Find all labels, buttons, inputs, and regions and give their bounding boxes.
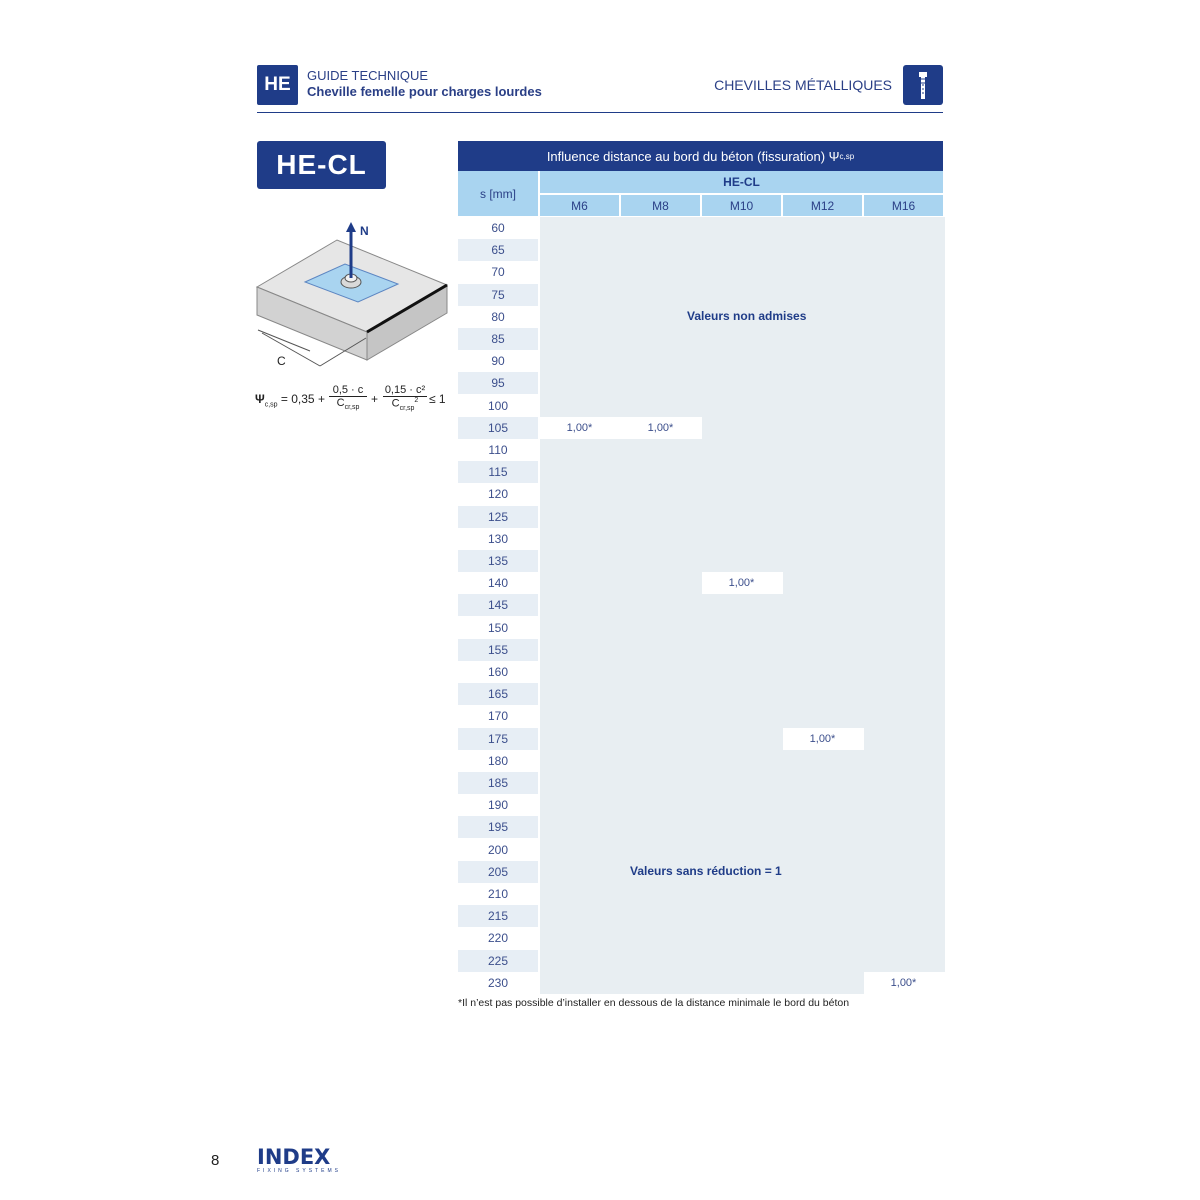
- zone-no-reduction-m12: [783, 750, 865, 994]
- logo-text: INDEX: [257, 1145, 331, 1169]
- zone-not-allowed-m16: [864, 217, 945, 972]
- s-value-130: 130: [487, 531, 509, 546]
- formula-constant: = 0,35 +: [280, 392, 325, 406]
- zone-not-allowed-m10: [702, 217, 783, 572]
- s-value-135: 135: [458, 550, 538, 572]
- min-value-m8: 1,00*: [621, 417, 700, 439]
- s-value-145: 145: [458, 594, 538, 616]
- guide-subtitle: Cheville femelle pour charges lourdes: [307, 84, 542, 99]
- product-title: HE-CL: [257, 141, 386, 189]
- frac1-denominator: C: [336, 397, 345, 409]
- frac2-denominator-sub: cr,sp: [399, 404, 415, 412]
- s-value-80: 80: [491, 309, 505, 324]
- category-title: CHEVILLES MÉTALLIQUES: [714, 77, 892, 93]
- s-value-95: 95: [458, 372, 538, 394]
- s-value-105: 105: [458, 417, 538, 439]
- s-value-215: 215: [458, 905, 538, 927]
- min-value-m10: 1,00*: [702, 572, 781, 594]
- s-value-90: 90: [491, 354, 505, 369]
- s-value-195: 195: [458, 816, 538, 838]
- frac1-denominator-sub: cr,sp: [344, 404, 360, 412]
- psi-formula: [255, 384, 455, 424]
- s-column-header: s [mm]: [458, 171, 538, 216]
- s-value-120: 120: [487, 487, 509, 502]
- s-value-225: 225: [458, 950, 538, 972]
- index-logo: [257, 1146, 345, 1176]
- edge-distance-table: [458, 141, 943, 996]
- force-label: N: [360, 224, 369, 238]
- size-header-m8: M8: [621, 195, 700, 216]
- frac1-numerator: 0,5 · c: [329, 384, 367, 397]
- zone-no-reduction-m10: [702, 594, 784, 994]
- s-value-75: 75: [458, 284, 538, 306]
- s-value-155: 155: [458, 639, 538, 661]
- frac2-denominator-sup: 2: [414, 397, 419, 404]
- s-value-140: 140: [487, 576, 509, 591]
- edge-distance-diagram: [250, 220, 450, 380]
- s-value-60: 60: [491, 221, 505, 235]
- product-group-header: HE-CL: [540, 171, 943, 193]
- frac2-numerator: 0,15 · c²: [384, 384, 426, 396]
- guide-header: [307, 68, 542, 100]
- size-header-m12: M12: [783, 195, 862, 216]
- s-value-175: 175: [458, 728, 538, 750]
- s-value-150: 150: [487, 620, 509, 635]
- size-header-m16: M16: [864, 195, 943, 216]
- s-value-220: 220: [487, 931, 509, 946]
- s-value-100: 100: [487, 398, 509, 413]
- table-title-text: Influence distance au bord du béton (fissuration) Ψ: [546, 148, 840, 164]
- section-badge: HE: [257, 65, 298, 105]
- zone-no-reduction-m8: [621, 439, 703, 994]
- s-value-160: 160: [487, 665, 509, 679]
- guide-title: GUIDE TECHNIQUE: [307, 68, 429, 83]
- s-value-180: 180: [487, 753, 509, 768]
- distance-label: C: [277, 354, 286, 368]
- formula-psi: Ψ: [255, 392, 265, 406]
- formula-psi-sub: c,sp: [264, 401, 278, 409]
- formula-tail: ≤ 1: [429, 392, 446, 406]
- s-value-230: 230: [487, 975, 509, 990]
- min-value-m6: 1,00*: [540, 417, 619, 439]
- s-value-185: 185: [458, 772, 538, 794]
- s-value-205: 205: [458, 861, 538, 883]
- table-title: [458, 141, 943, 171]
- s-value-200: 200: [487, 842, 509, 857]
- s-value-165: 165: [458, 683, 538, 705]
- size-header-m6: M6: [540, 195, 619, 216]
- label-not-allowed: Valeurs non admises: [687, 309, 807, 323]
- zone-not-allowed-m12: [783, 217, 864, 728]
- anchor-bolt-icon: [903, 65, 943, 105]
- size-header-m10: M10: [702, 195, 781, 216]
- footnote: *Il n’est pas possible d’installer en dessous de la distance minimale le bord du béton: [458, 997, 850, 1009]
- zone-not-allowed-m6: [540, 217, 621, 417]
- s-value-115: 115: [458, 461, 538, 483]
- s-value-85: 85: [458, 328, 538, 350]
- page-number: 8: [211, 1152, 220, 1169]
- min-value-m16: 1,00*: [864, 972, 943, 994]
- s-value-70: 70: [491, 265, 505, 280]
- frac2-denominator: C: [391, 397, 400, 410]
- label-no-reduction: Valeurs sans réduction = 1: [630, 864, 782, 878]
- formula-plus: +: [371, 392, 379, 406]
- zone-no-reduction-m6: [540, 439, 622, 994]
- logo-tagline: FIXING SYSTEMS: [257, 1168, 341, 1174]
- s-value-110: 110: [488, 443, 508, 457]
- header-divider: [257, 112, 943, 113]
- s-value-65: 65: [458, 239, 538, 261]
- s-value-125: 125: [458, 506, 538, 528]
- s-value-210: 210: [487, 887, 509, 901]
- table-title-sub: c,sp: [839, 151, 855, 161]
- s-value-190: 190: [487, 798, 509, 813]
- s-value-170: 170: [487, 709, 509, 724]
- min-value-m12: 1,00*: [783, 728, 862, 750]
